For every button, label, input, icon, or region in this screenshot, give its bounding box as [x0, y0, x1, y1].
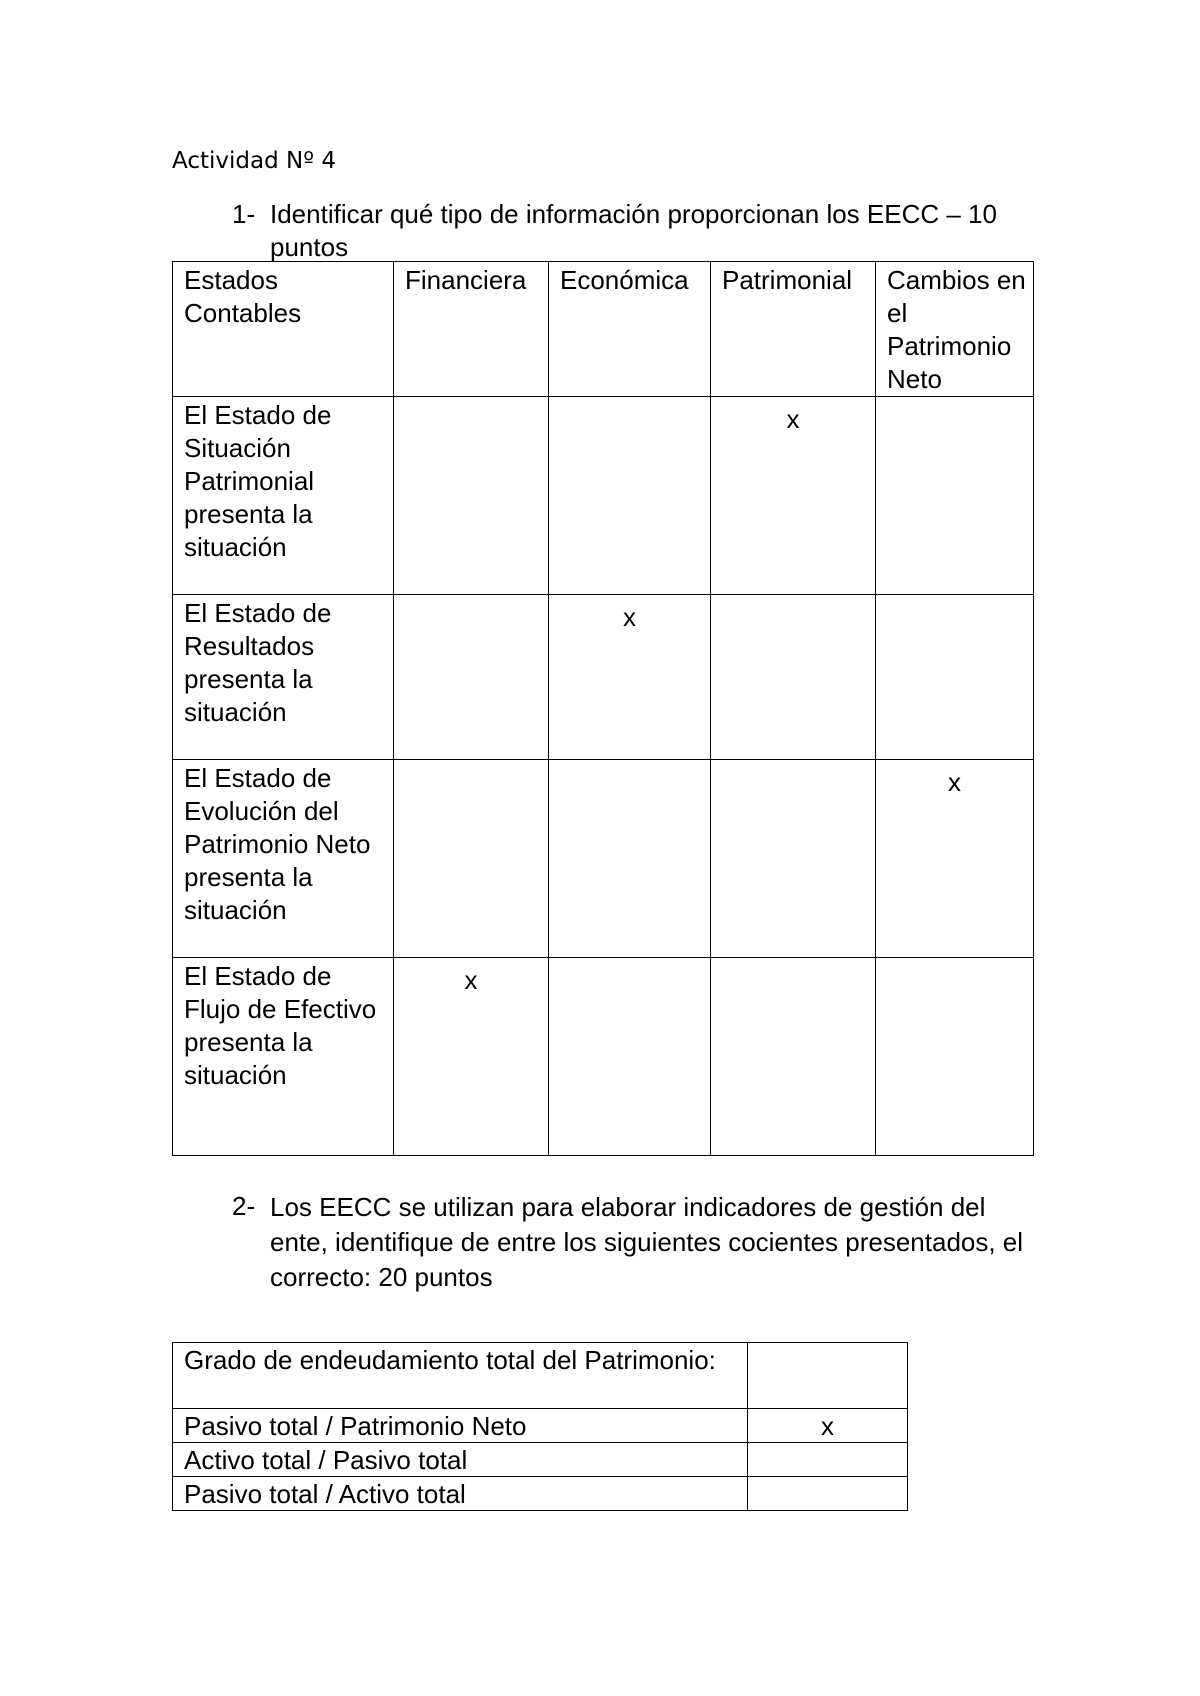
question-1-number: 1- [232, 199, 256, 229]
header-cell: Económica [549, 262, 711, 397]
header-cell: Patrimonial [711, 262, 876, 397]
question-1-text: Identificar qué tipo de información proporcionan los EECC – 10 puntos [270, 199, 997, 262]
question-2-number: 2- [232, 1191, 256, 1221]
table-row [173, 958, 1034, 1156]
row-label: El Estado de Flujo de Efectivo presenta la situación [173, 958, 394, 1156]
mark-cell [876, 397, 1034, 595]
table-row [173, 397, 1034, 595]
mark-cell [711, 760, 876, 958]
mark-cell [549, 397, 711, 595]
mark-cell [748, 1343, 908, 1409]
mark-cell: x [394, 958, 549, 1156]
ratio-header: Grado de endeudamiento total del Patrimonio: [173, 1343, 748, 1409]
header-cell: Financiera [394, 262, 549, 397]
ratio-label: Pasivo total / Activo total [173, 1477, 748, 1511]
ratio-label: Pasivo total / Patrimonio Neto [173, 1409, 748, 1443]
header-cell: Cambios en el Patrimonio Neto [876, 262, 1034, 397]
table-row [173, 1409, 908, 1443]
mark-cell: x [549, 595, 711, 760]
table-header-row [173, 1343, 908, 1409]
mark-cell [711, 958, 876, 1156]
mark-cell [876, 958, 1034, 1156]
table-row [173, 1477, 908, 1511]
mark-cell [394, 595, 549, 760]
financial-statements-table [172, 261, 1034, 1156]
mark-cell [549, 958, 711, 1156]
mark-cell [711, 595, 876, 760]
ratio-table [172, 1342, 908, 1511]
mark-cell [748, 1477, 908, 1511]
row-label: El Estado de Resultados presenta la situación [173, 595, 394, 760]
document-title: Actividad Nº 4 [172, 148, 336, 174]
mark-cell [549, 760, 711, 958]
mark-cell [394, 760, 549, 958]
row-label: El Estado de Evolución del Patrimonio Neto presenta la situación [173, 760, 394, 958]
mark-cell: x [711, 397, 876, 595]
table-header-row [173, 262, 1034, 397]
mark-cell [748, 1443, 908, 1477]
mark-cell: x [876, 760, 1034, 958]
question-1 [232, 198, 1052, 268]
question-2 [232, 1190, 1032, 1300]
header-cell: Estados Contables [173, 262, 394, 397]
mark-cell [876, 595, 1034, 760]
table-row [173, 760, 1034, 958]
ratio-label: Activo total / Pasivo total [173, 1443, 748, 1477]
table-row [173, 595, 1034, 760]
mark-cell: x [748, 1409, 908, 1443]
mark-cell [394, 397, 549, 595]
table-row [173, 1443, 908, 1477]
question-2-text: Los EECC se utilizan para elaborar indicadores de gestión del ente, identifique de entre los siguientes cocientes presentados, el correcto: 20 puntos [270, 1192, 1024, 1292]
row-label: El Estado de Situación Patrimonial presenta la situación [173, 397, 394, 595]
